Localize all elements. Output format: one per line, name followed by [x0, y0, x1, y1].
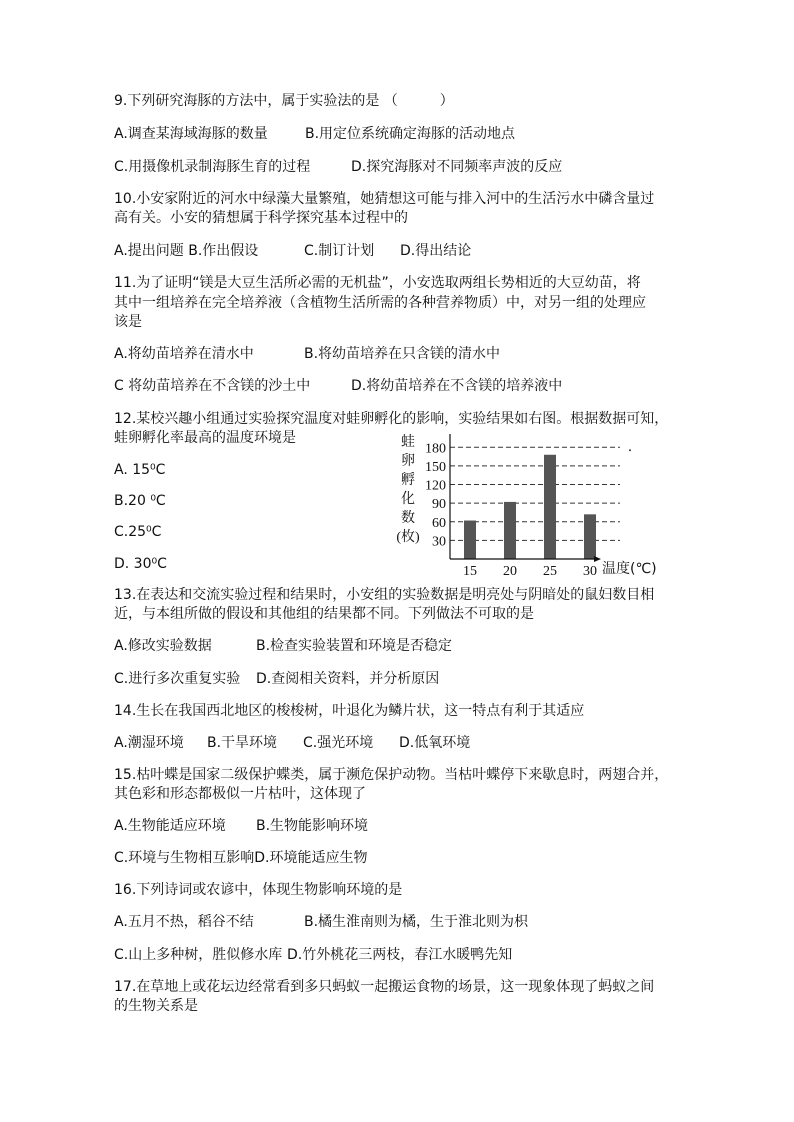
y-axis-label-char: 化: [401, 492, 415, 507]
x-tick-label: 25: [543, 564, 557, 579]
q13-option-b: B.检查实验装置和环境是否稳定: [256, 638, 453, 654]
y-tick-label: 180: [425, 441, 446, 457]
y-axis-label-char: 蛙: [401, 435, 415, 450]
y-tick-label: 60: [432, 515, 446, 531]
q17-stem-line2: 的生物关系是: [114, 998, 198, 1014]
q14-option-d: D.低氧环境: [399, 735, 471, 751]
q14-option-b: B.干旱环境: [207, 735, 278, 751]
q11-option-a: A.将幼苗培养在清水中: [114, 346, 254, 362]
q13-options-cd: [114, 670, 440, 688]
q13-stem-line1: 13.在表达和交流实验过程和结果时，小安组的实验数据是明亮处与阴暗处的鼠妇数目相: [114, 587, 655, 603]
q10-option-ab: A.提出问题 B.作出假设: [114, 243, 259, 259]
x-tick-label: 20: [503, 564, 517, 579]
q9-stem: 9.下列研究海豚的方法中，属于实验法的是 （ ）: [114, 93, 454, 109]
q15-option-a: A.生物能适应环境: [114, 818, 226, 834]
q10-option-d: D.得出结论: [400, 243, 472, 259]
q16-option-d: D.竹外桃花三两枝，春江水暖鸭先知: [287, 947, 513, 963]
chart-dot: [629, 449, 631, 451]
hatch-count-chart: [396, 430, 657, 580]
q12-option-a: A. 15⁰C: [114, 462, 166, 478]
q11-stem-line1: 11.为了证明“镁是大豆生活所必需的无机盐”，小安选取两组长势相近的大豆幼苗，将: [114, 275, 641, 291]
q14-options: [114, 734, 471, 752]
q12-option-c: C.25⁰C: [114, 524, 162, 540]
q15-option-b: B.生物能影响环境: [256, 818, 369, 834]
y-axis-label-char: 孵: [401, 473, 415, 488]
x-axis-label: 温度(℃): [602, 561, 657, 577]
q9-option-d: D.探究海豚对不同频率声波的反应: [351, 159, 563, 175]
q9-option-b: B.用定位系统确定海豚的活动地点: [305, 126, 516, 142]
y-tick-label: 120: [425, 478, 446, 494]
q11-option-b: B.将幼苗培养在只含镁的清水中: [304, 346, 501, 362]
bar-15: [464, 521, 476, 559]
q11-stem-line2: 其中一组培养在完全培养液（含植物生活所需的各种营养物质）中，对另一组的处理应: [114, 295, 646, 311]
y-axis-label-char: 卵: [401, 454, 415, 469]
q13-option-a: A.修改实验数据: [114, 638, 212, 654]
y-tick-label: 30: [432, 534, 446, 550]
q15-options-ab: [114, 817, 369, 835]
y-axis-label-char: (枚): [396, 530, 420, 545]
q14-stem: 14.生长在我国西北地区的梭梭树，叶退化为鳞片状，这一特点有利于其适应: [114, 703, 585, 719]
y-axis-label-char: 数: [401, 511, 415, 526]
q13-option-d: D.查阅相关资料，并分析原因: [256, 671, 440, 687]
q13-stem-line2: 近，与本组所做的假设和其他组的结果都不同。下列做法不可取的是: [114, 606, 534, 622]
q10-option-c: C.制订计划: [304, 243, 375, 259]
q16-options-ab: [114, 913, 529, 931]
q11-options-cd: [114, 377, 563, 395]
q17-stem-line1: 17.在草地上或花坛边经常看到多只蚂蚁一起搬运食物的场景，这一现象体现了蚂蚁之间: [114, 979, 655, 995]
q10-stem-line2: 高有关。小安的猜想属于科学探究基本过程中的: [114, 210, 408, 226]
q16-options-cd: [114, 946, 513, 964]
x-tick-label: 30: [583, 564, 597, 579]
q16-option-b: B.橘生淮南则为橘，生于淮北则为枳: [304, 914, 529, 930]
q12-option-b: B.20 ⁰C: [114, 493, 166, 509]
x-tick-label: 15: [463, 564, 477, 579]
q14-option-a: A.潮湿环境: [114, 735, 184, 751]
q14-option-c: C.强光环境: [303, 735, 374, 751]
q12-stem-line2: 蛙卵孵化率最高的温度环境是: [114, 430, 296, 446]
q11-option-d: D.将幼苗培养在不含镁的培养液中: [351, 378, 563, 394]
q15-stem-line1: 15.枯叶蝶是国家二级保护蝶类，属于濒危保护动物。当枯叶蝶停下来歇息时，两翅合并，: [114, 767, 669, 783]
q16-stem: 16.下列诗词或农谚中，体现生物影响环境的是: [114, 882, 403, 898]
q9-option-a: A.调查某海域海豚的数量: [114, 126, 268, 142]
y-tick-label: 90: [432, 497, 446, 513]
q13-options-ab: [114, 637, 453, 655]
q12-option-d: D. 30⁰C: [114, 556, 167, 572]
bar-20: [504, 502, 516, 559]
q10-options: [114, 242, 472, 260]
y-tick-label: 150: [425, 459, 446, 475]
q16-option-a: A.五月不热，稻谷不结: [114, 914, 254, 930]
q11-options-ab: [114, 345, 501, 363]
x-axis-arrow: [594, 556, 601, 562]
q10-stem-line1: 10.小安家附近的河水中绿藻大量繁殖，她猜想这可能与排入河中的生活污水中磷含量过: [114, 191, 655, 207]
q16-option-c: C.山上多种树，胜似修水库: [114, 947, 283, 963]
q9-option-c: C.用摄像机录制海豚生育的过程: [114, 159, 311, 175]
q12-stem-line1: 12.某校兴趣小组通过实验探究温度对蛙卵孵化的影响，实验结果如右图。根据数据可知，: [114, 411, 669, 427]
q15-option-cd: C.环境与生物相互影响D.环境能适应生物: [114, 850, 368, 866]
q11-stem-line3: 该是: [114, 314, 142, 330]
q11-option-c: C 将幼苗培养在不含镁的沙土中: [114, 378, 311, 394]
q9-options-ab: [114, 125, 516, 143]
hatch-count-chart-svg: [396, 430, 657, 580]
bar-25: [544, 455, 556, 559]
bar-30: [584, 514, 596, 559]
q13-option-c: C.进行多次重复实验: [114, 671, 241, 687]
q9-options-cd: [114, 158, 563, 176]
q15-stem-line2: 其色彩和形态都极似一片枯叶，这体现了: [114, 786, 366, 802]
